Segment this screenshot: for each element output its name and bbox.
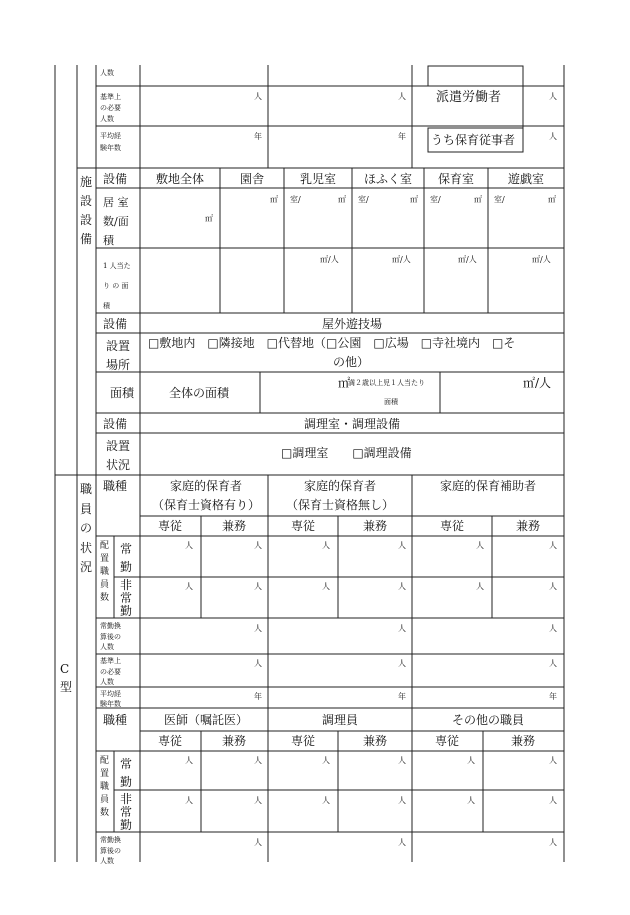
location-options-cont: の他） [333, 355, 370, 369]
concurrent-header: 兼務 [362, 519, 388, 533]
unit-year: 年 [254, 692, 262, 701]
kitchen-equipment-header: 設備 [103, 417, 128, 431]
job-type-header: 職種 [103, 479, 128, 493]
unit-person: 人 [549, 541, 557, 550]
unit-person: 人 [322, 582, 330, 591]
col-nursery-room: 保育室 [437, 172, 475, 186]
unit-person: 人 [549, 756, 557, 765]
c-type-label: C 型 [60, 662, 73, 694]
per-child-area-label: 満２歳以上児１人当たり [348, 379, 425, 387]
concurrent-header: 兼務 [362, 734, 388, 748]
room-slash: 室/ [358, 195, 369, 204]
total-area-label: 全体の面積 [168, 386, 230, 400]
regular-label: 常 勤 [120, 757, 133, 789]
room-slash: 室/ [494, 195, 505, 204]
unit-person: 人 [549, 659, 557, 668]
outdoor-equipment-header: 設備 [103, 317, 128, 331]
room-slash: 室/ [290, 195, 301, 204]
concurrent-header: 兼務 [221, 519, 247, 533]
unit-person: 人 [549, 92, 557, 101]
caregiver-unqualified-sub: （保育士資格無し） [285, 498, 395, 512]
unit-m2-per-person: ㎡/人 [532, 255, 551, 264]
unit-person: 人 [467, 756, 475, 765]
unit-person: 人 [549, 796, 557, 805]
unit-m2-per-person: ㎡/人 [320, 255, 339, 264]
concurrent-header: 兼務 [221, 734, 247, 748]
unit-person: 人 [398, 756, 406, 765]
converted-count-label: 常勤換 算後の 人数 [100, 836, 121, 865]
assistant-header: 家庭的保育補助者 [439, 479, 537, 493]
unit-person: 人 [322, 541, 330, 550]
kitchen-title: 調理室・調理設備 [303, 417, 401, 431]
unit-person: 人 [185, 796, 193, 805]
facility-section-label: 施 設 設 備 [80, 175, 93, 246]
unit-person: 人 [549, 582, 557, 591]
avg-years-label: 平均経 験年数 [100, 690, 121, 708]
col-building: 園舎 [239, 172, 265, 186]
outdoor-playground-title: 屋外遊技場 [321, 317, 383, 331]
unit-person: 人 [398, 659, 406, 668]
unit-m2: ㎡ [338, 195, 346, 204]
staff-section-label: 職 員 の 状 況 [80, 482, 93, 574]
fulltime-header: 専従 [434, 734, 460, 748]
unit-person: 人 [398, 582, 406, 591]
caregiver-unqualified-header: 家庭的保育者 [303, 479, 377, 493]
equipment-header: 設備 [103, 172, 128, 186]
unit-person: 人 [549, 838, 557, 847]
unit-person: 人 [398, 624, 406, 633]
cook-header: 調理員 [321, 713, 359, 727]
unit-person: 人 [398, 796, 406, 805]
childcare-worker-label: うち保育従事者 [431, 133, 516, 147]
unit-person: 人 [398, 838, 406, 847]
unit-person: 人 [254, 659, 262, 668]
col-playroom: 遊戯室 [507, 172, 545, 186]
unit-m2: ㎡ [410, 195, 418, 204]
unit-person: 人 [254, 582, 262, 591]
dispatch-worker-label: 派遣労働者 [436, 90, 502, 105]
unit-person: 人 [398, 541, 406, 550]
fulltime-header: 専従 [290, 734, 316, 748]
doctor-header: 医師（嘱託医） [163, 713, 249, 727]
unit-m2: ㎡ [474, 195, 482, 204]
non-regular-label: 非 常 勤 [120, 792, 133, 832]
unit-m2-per-person: ㎡/人 [458, 255, 477, 264]
unit-year: 年 [549, 692, 557, 701]
per-child-area-label-2: 面積 [384, 398, 398, 406]
concurrent-header: 兼務 [510, 734, 536, 748]
people-label: 人数 [100, 69, 114, 77]
area-unit: ㎡ [338, 376, 351, 390]
col-site-total: 敷地全体 [155, 172, 205, 186]
avg-years-label: 平均経 験年数 [100, 132, 121, 152]
unit-year: 年 [254, 132, 262, 141]
staff-count-label: 配 置 職 員 数 [100, 756, 110, 818]
room-slash: 室/ [430, 195, 441, 204]
standard-required-label: 基準上 の必要 人数 [100, 657, 121, 686]
unit-person: 人 [254, 756, 262, 765]
kitchen-options[interactable]: □調理室 □調理設備 [281, 446, 412, 460]
unit-year: 年 [398, 132, 406, 141]
unit-person: 人 [254, 92, 262, 101]
standard-required-label: 基準上 の必要 人数 [100, 93, 121, 123]
unit-person: 人 [322, 796, 330, 805]
job-type-header: 職種 [103, 713, 128, 727]
unit-person: 人 [549, 624, 557, 633]
converted-count-label: 常勤換 算後の 人数 [100, 622, 121, 651]
unit-m2: ㎡ [548, 195, 556, 204]
concurrent-header: 兼務 [515, 519, 541, 533]
fulltime-header: 専従 [157, 519, 183, 533]
fulltime-header: 専従 [157, 734, 183, 748]
unit-person: 人 [549, 132, 557, 141]
per-person-area-label: 1 人当た り の 面 積 [103, 262, 131, 310]
area-label: 面積 [110, 386, 135, 400]
non-regular-label: 非 常 勤 [120, 578, 133, 618]
fulltime-header: 専従 [439, 519, 465, 533]
fulltime-header: 専従 [290, 519, 316, 533]
unit-person: 人 [467, 796, 475, 805]
rooms-area-label: 居 室 数/面 積 [103, 196, 129, 247]
unit-m2-per-person: ㎡/人 [392, 255, 411, 264]
unit-person: 人 [322, 756, 330, 765]
unit-person: 人 [254, 541, 262, 550]
unit-person: 人 [185, 756, 193, 765]
regular-label: 常 勤 [120, 542, 133, 574]
other-staff-header: その他の職員 [451, 713, 525, 727]
location-options[interactable]: □敷地内 □隣接地 □代替地（□公園 □広場 □寺社境内 □そ [148, 336, 516, 350]
unit-person: 人 [185, 582, 193, 591]
unit-m2: ㎡ [270, 195, 278, 204]
unit-person: 人 [476, 582, 484, 591]
unit-person: 人 [254, 796, 262, 805]
col-crawling-room: ほふく室 [363, 172, 413, 186]
col-infant-room: 乳児室 [299, 172, 337, 186]
unit-person: 人 [254, 838, 262, 847]
unit-year: 年 [398, 692, 406, 701]
unit-m2: ㎡ [205, 214, 213, 223]
unit-person: 人 [476, 541, 484, 550]
unit-person: 人 [185, 541, 193, 550]
kitchen-status-label: 設置 状況 [106, 439, 131, 472]
staff-count-label: 配 置 職 員 数 [100, 541, 110, 603]
caregiver-qualified-header: 家庭的保育者 [169, 479, 243, 493]
caregiver-qualified-sub: （保育士資格有り） [151, 498, 261, 512]
per-child-unit: ㎡/人 [523, 376, 552, 390]
unit-person: 人 [398, 92, 406, 101]
location-label: 設置 場所 [106, 339, 131, 372]
unit-person: 人 [254, 624, 262, 633]
